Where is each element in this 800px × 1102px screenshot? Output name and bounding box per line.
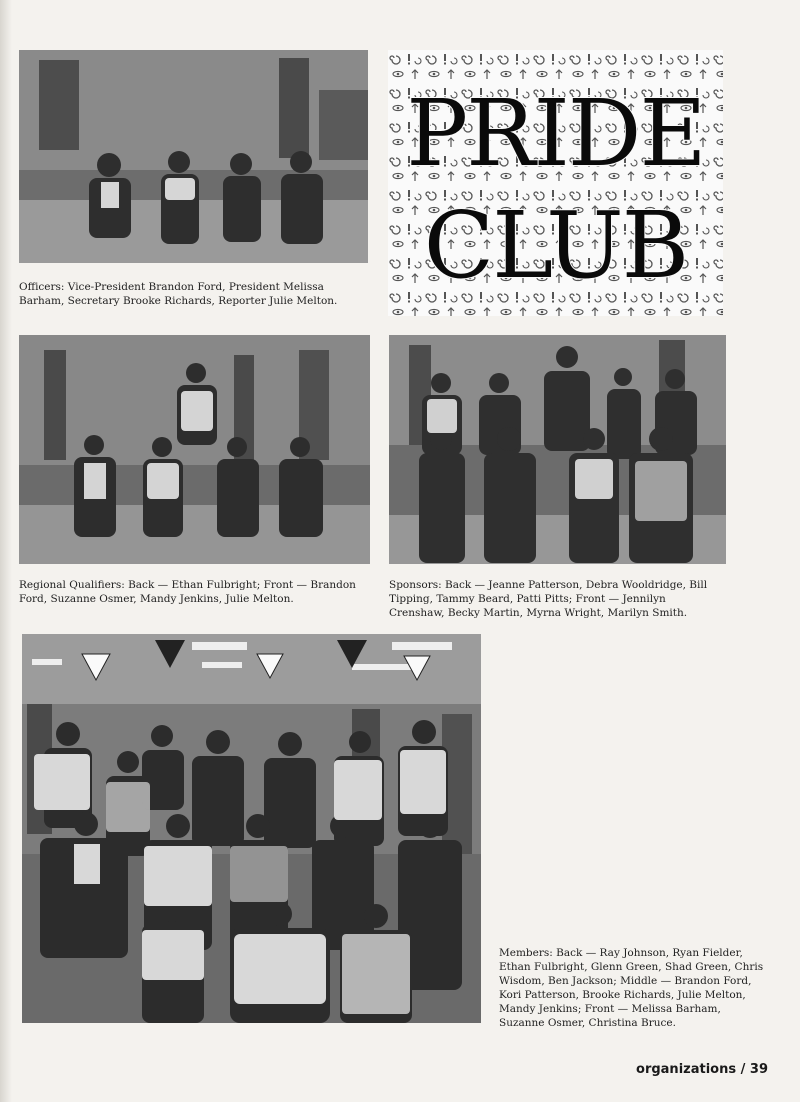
officers-caption: Officers: Vice-President Brandon Ford, President Melissa Barham, Secretary Brooke Richards, Reporter Julie Melton. bbox=[19, 281, 338, 307]
officers-photo bbox=[19, 50, 368, 263]
page-footer bbox=[636, 1062, 768, 1077]
footer-section: organizations bbox=[636, 1062, 737, 1077]
sponsors-caption: Sponsors: Back — Jeanne Patterson, Debra Wooldridge, Bill Tipping, Tammy Beard, Patti Pitts; Front — Jennilyn Crenshaw, Becky Martin, Myrna Wright, Marilyn Smith. bbox=[389, 579, 708, 619]
title-pride: PRIDE bbox=[406, 80, 705, 187]
sponsors-photo bbox=[389, 335, 726, 564]
regional-qualifiers-caption: Regional Qualifiers: Back — Ethan Fulbright; Front — Brandon Ford, Suzanne Osmer, Mandy Jenkins, Julie Melton. bbox=[19, 579, 356, 605]
page-number: 39 bbox=[749, 1062, 768, 1077]
title-club: CLUB bbox=[423, 192, 688, 299]
regional-qualifiers-photo bbox=[19, 335, 370, 564]
members-caption: Members: Back — Ray Johnson, Ryan Fielder, Ethan Fulbright, Glenn Green, Shad Green, Chris Wisdom, Ben Jackson; Middle — Brandon Ford, Kori Patterson, Brooke Richards, Julie Melton, Mandy Jenkins; Front — Melissa Barham, Suzanne Osmer, Christina Bruce. bbox=[499, 947, 764, 1029]
members-photo bbox=[22, 634, 481, 1023]
club-title-block bbox=[388, 50, 723, 316]
page-binding-shadow bbox=[0, 0, 12, 1102]
footer-separator: / bbox=[740, 1062, 746, 1077]
